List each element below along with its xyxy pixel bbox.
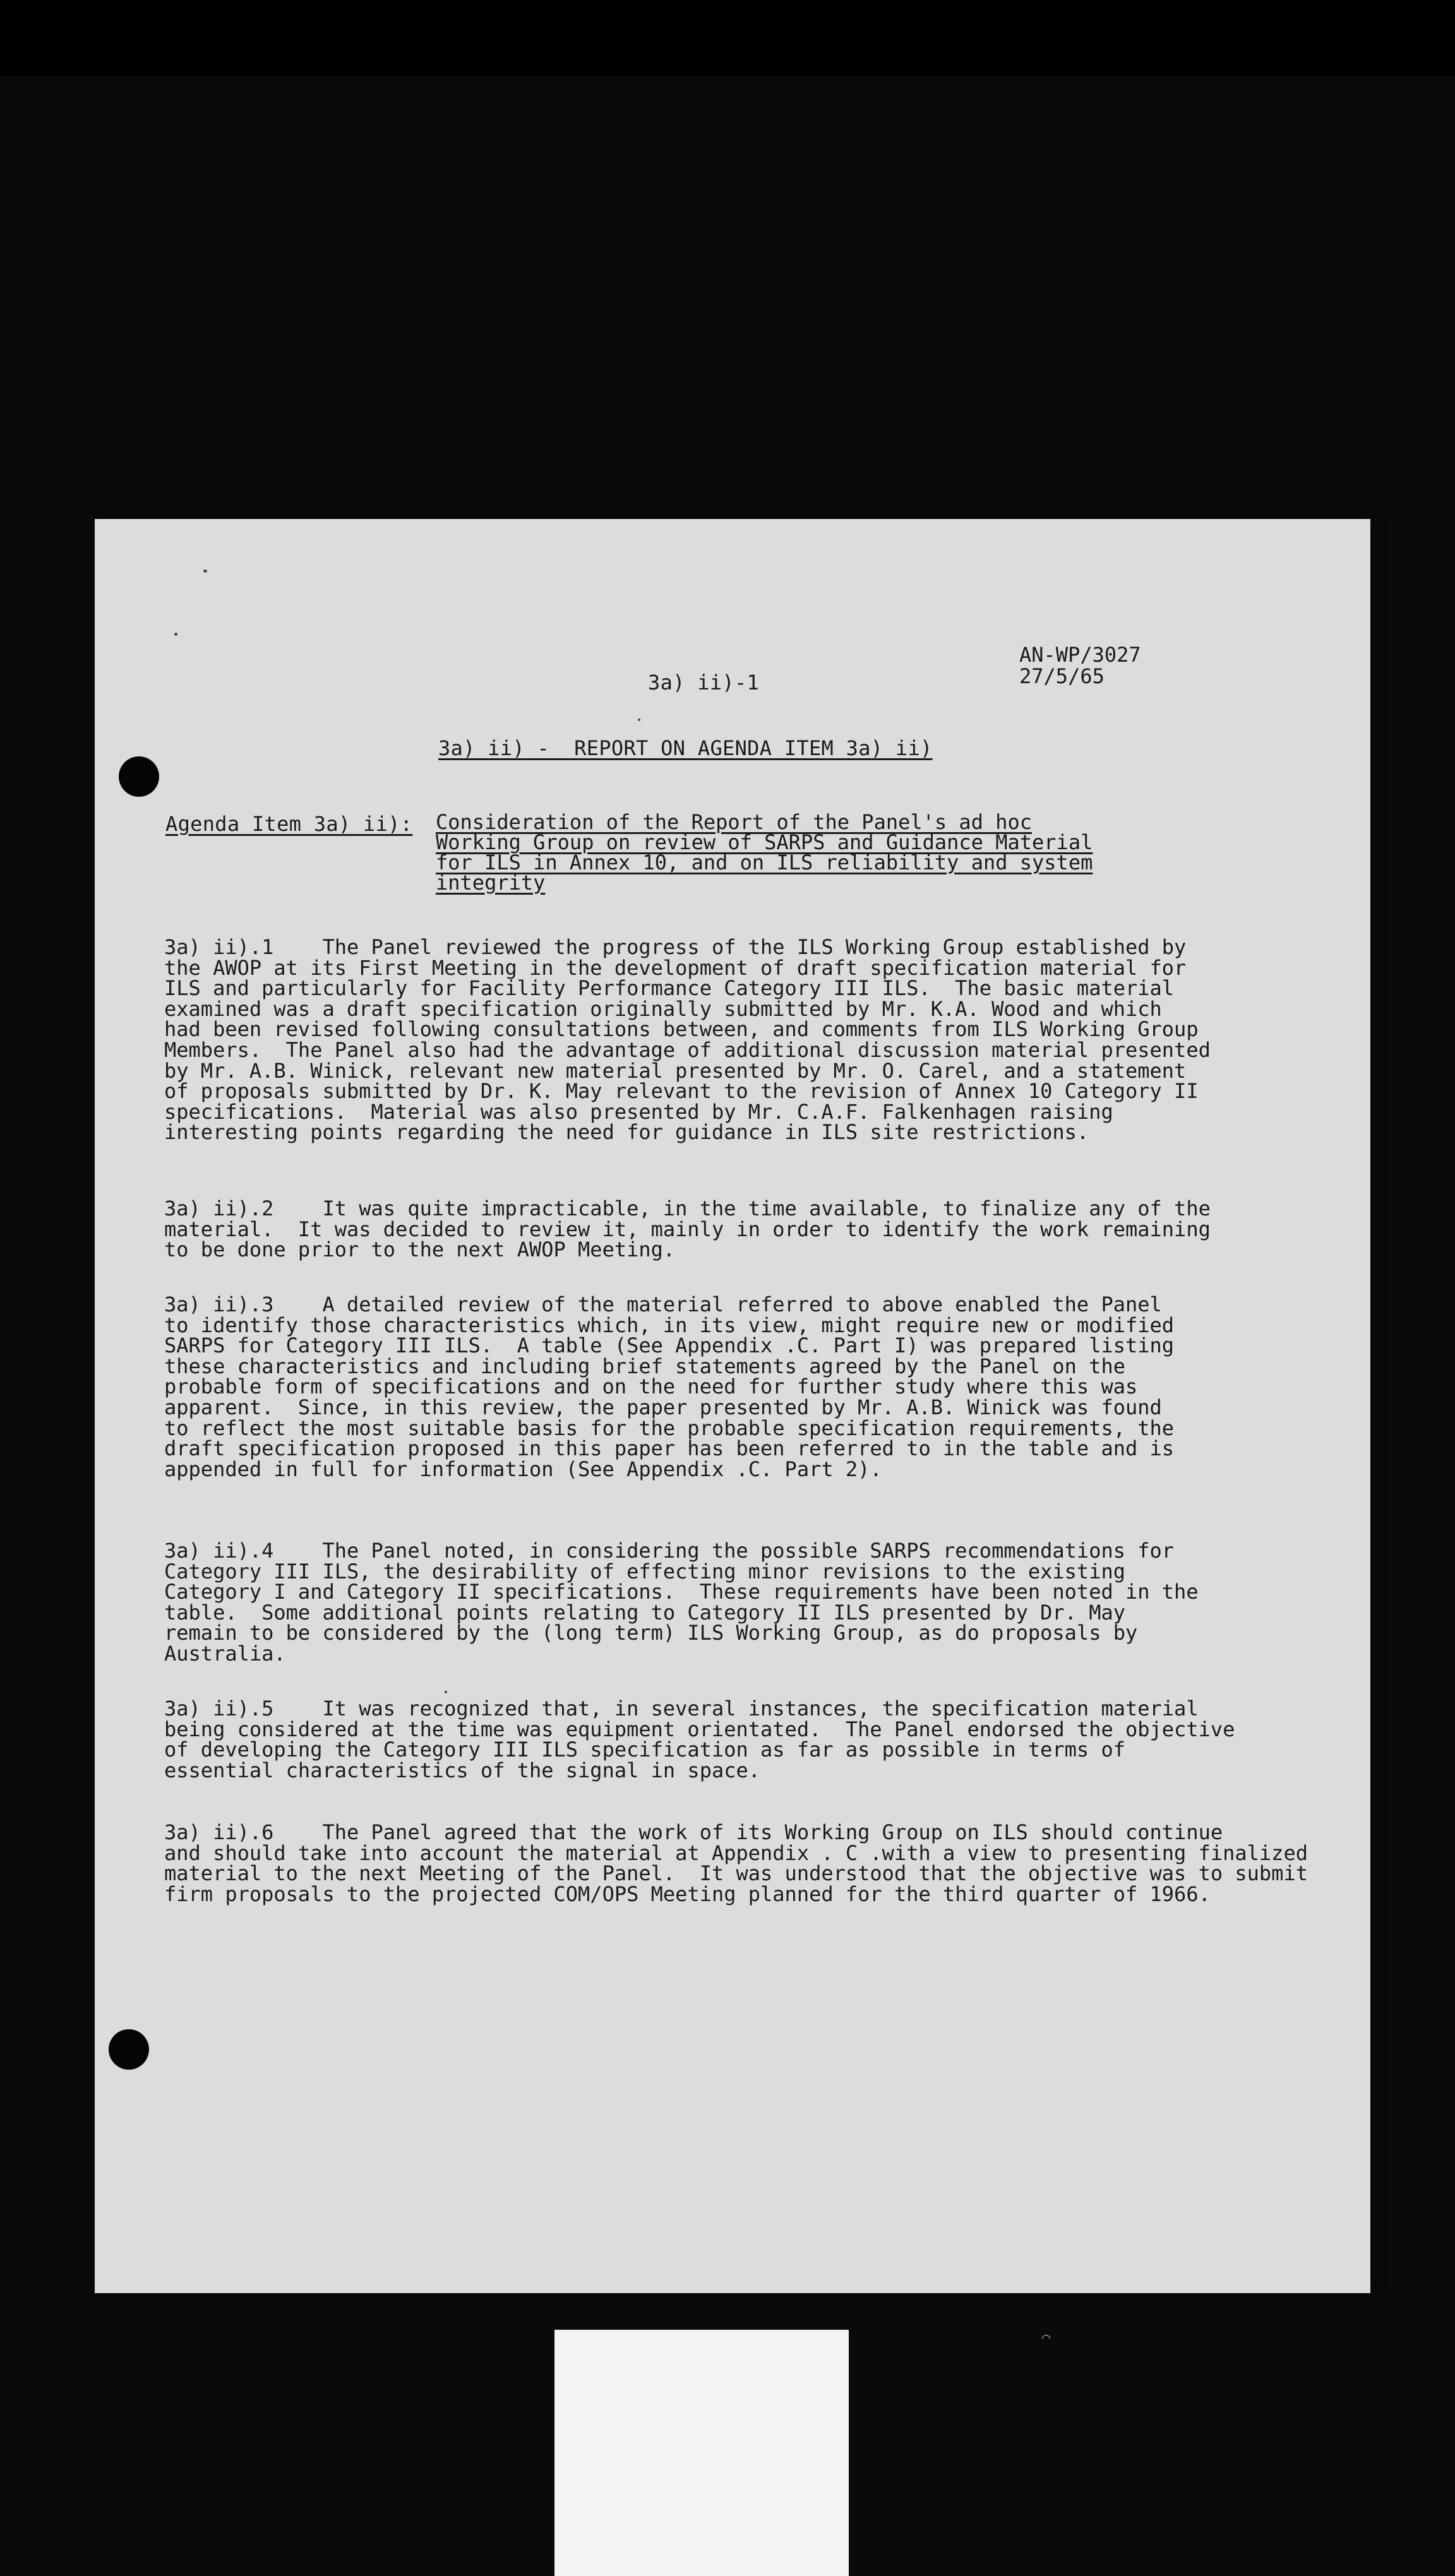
ink-speck <box>203 569 207 573</box>
ink-speck <box>445 1691 447 1693</box>
agenda-item-label: Agenda Item 3a) ii): <box>165 812 413 836</box>
paragraph-line: essential characteristics of the signal in space. <box>164 1758 761 1782</box>
report-title: 3a) ii) - REPORT ON AGENDA ITEM 3a) ii) <box>438 736 933 760</box>
paragraph-line: of developing the Category III ILS specification as far as possible in terms of <box>164 1738 1125 1762</box>
paragraph-line: 3a) ii).3 A detailed review of the material referred to above enabled the Panel <box>164 1292 1162 1316</box>
paragraph-line: to identify those characteristics which, in its view, might require new or modified <box>164 1313 1175 1337</box>
agenda-description-line: for ILS in Annex 10, and on ILS reliability and system <box>436 850 1093 874</box>
document-page <box>95 519 1370 2293</box>
paragraph-line: the AWOP at its First Meeting in the development of draft specification material for <box>164 955 1187 980</box>
film-frame-card <box>554 2330 849 2576</box>
reference-number: AN-WP/3027 <box>1019 643 1141 667</box>
paragraph-line: interesting points regarding the need for guidance in ILS site restrictions. <box>164 1120 1089 1145</box>
paragraph-line: apparent. Since, in this review, the paper presented by Mr. A.B. Winick was found <box>164 1395 1162 1419</box>
paragraph-line: probable form of specifications and on the need for further study where this was <box>164 1374 1138 1399</box>
paragraph-3a-ii-1 <box>164 937 1339 1143</box>
page-number: 3a) ii)-1 <box>648 671 760 695</box>
paragraph-line: had been revised following consultations between, and comments from ILS Working Group <box>164 1017 1199 1042</box>
film-top-band <box>0 0 1455 76</box>
ink-speck <box>638 719 640 721</box>
paragraph-line: appended in full for information (See Appendix .C. Part 2). <box>164 1457 882 1481</box>
paragraph-line: ILS and particularly for Facility Performance Category III ILS. The basic material <box>164 976 1175 1001</box>
paragraph-line: to be done prior to the next AWOP Meeting. <box>164 1237 676 1262</box>
document-reference <box>1019 644 1141 687</box>
paragraph-line: specifications. Material was also presented by Mr. C.A.F. Falkenhagen raising <box>164 1099 1113 1124</box>
paragraph-line: remain to be considered by the (long term) ILS Working Group, as do proposals by <box>164 1621 1138 1645</box>
agenda-description-line: integrity <box>436 871 546 895</box>
paragraph-line: table. Some additional points relating to Category II ILS presented by Dr. May <box>164 1600 1125 1625</box>
paragraph-line: Category I and Category II specifications. These requirements have been noted in the <box>164 1580 1199 1604</box>
paragraph-line: 3a) ii).5 It was recognized that, in several instances, the specification material <box>164 1696 1199 1720</box>
punch-hole <box>119 756 159 797</box>
paragraph-3a-ii-3 <box>164 1294 1339 1479</box>
paragraph-line: firm proposals to the projected COM/OPS Meeting planned for the third quarter of 1966. <box>164 1881 1211 1906</box>
paragraph-line: and should take into account the material at Appendix . C .with a view to presenting finalized <box>164 1840 1308 1865</box>
paragraph-line: 3a) ii).1 The Panel reviewed the progress of the ILS Working Group established by <box>164 935 1187 959</box>
ink-speck <box>174 633 177 636</box>
paragraph-line: being considered at the time was equipment orientated. The Panel endorsed the objective <box>164 1717 1235 1741</box>
paragraph-3a-ii-5 <box>164 1698 1339 1780</box>
paragraph-line: SARPS for Category III ILS. A table (See Appendix .C. Part I) was prepared listing <box>164 1333 1175 1358</box>
film-scratch-mark: ⌒ <box>1042 2330 1051 2346</box>
paragraph-line: 3a) ii).2 It was quite impracticable, in the time available, to finalize any of the <box>164 1196 1211 1220</box>
paragraph-line: these characteristics and including brief statements agreed by the Panel on the <box>164 1354 1125 1378</box>
agenda-description-line: Consideration of the Report of the Panel's ad hoc <box>436 810 1033 834</box>
reference-date: 27/5/65 <box>1019 664 1105 688</box>
paragraph-line: material. It was decided to review it, mainly in order to identify the work remaining <box>164 1217 1211 1241</box>
paragraph-3a-ii-2 <box>164 1198 1339 1260</box>
paragraph-line: draft specification proposed in this paper has been referred to in the table and is <box>164 1436 1175 1461</box>
paragraph-line: material to the next Meeting of the Panel. It was understood that the objective was to submit <box>164 1861 1308 1886</box>
agenda-description-line: Working Group on review of SARPS and Guidance Material <box>436 830 1093 854</box>
paragraph-line: 3a) ii).6 The Panel agreed that the work of its Working Group on ILS should continue <box>164 1820 1223 1844</box>
agenda-item-description <box>436 812 1093 893</box>
paragraph-line: Australia. <box>164 1641 286 1666</box>
paragraph-line: Members. The Panel also had the advantage of additional discussion material presented <box>164 1037 1211 1062</box>
paragraph-line: examined was a draft specification originally submitted by Mr. K.A. Wood and which <box>164 996 1162 1021</box>
paragraph-line: 3a) ii).4 The Panel noted, in considering the possible SARPS recommendations for <box>164 1539 1175 1563</box>
paragraph-3a-ii-4 <box>164 1541 1339 1664</box>
paragraph-line: to reflect the most suitable basis for the probable specification requirements, the <box>164 1416 1175 1440</box>
paragraph-line: Category III ILS, the desirability of effecting minor revisions to the existing <box>164 1559 1125 1583</box>
paragraph-line: by Mr. A.B. Winick, relevant new material presented by Mr. O. Carel, and a statement <box>164 1058 1187 1083</box>
paragraph-3a-ii-6 <box>164 1822 1339 1904</box>
paragraph-line: of proposals submitted by Dr. K. May relevant to the revision of Annex 10 Category II <box>164 1079 1199 1104</box>
punch-hole <box>109 2029 149 2070</box>
